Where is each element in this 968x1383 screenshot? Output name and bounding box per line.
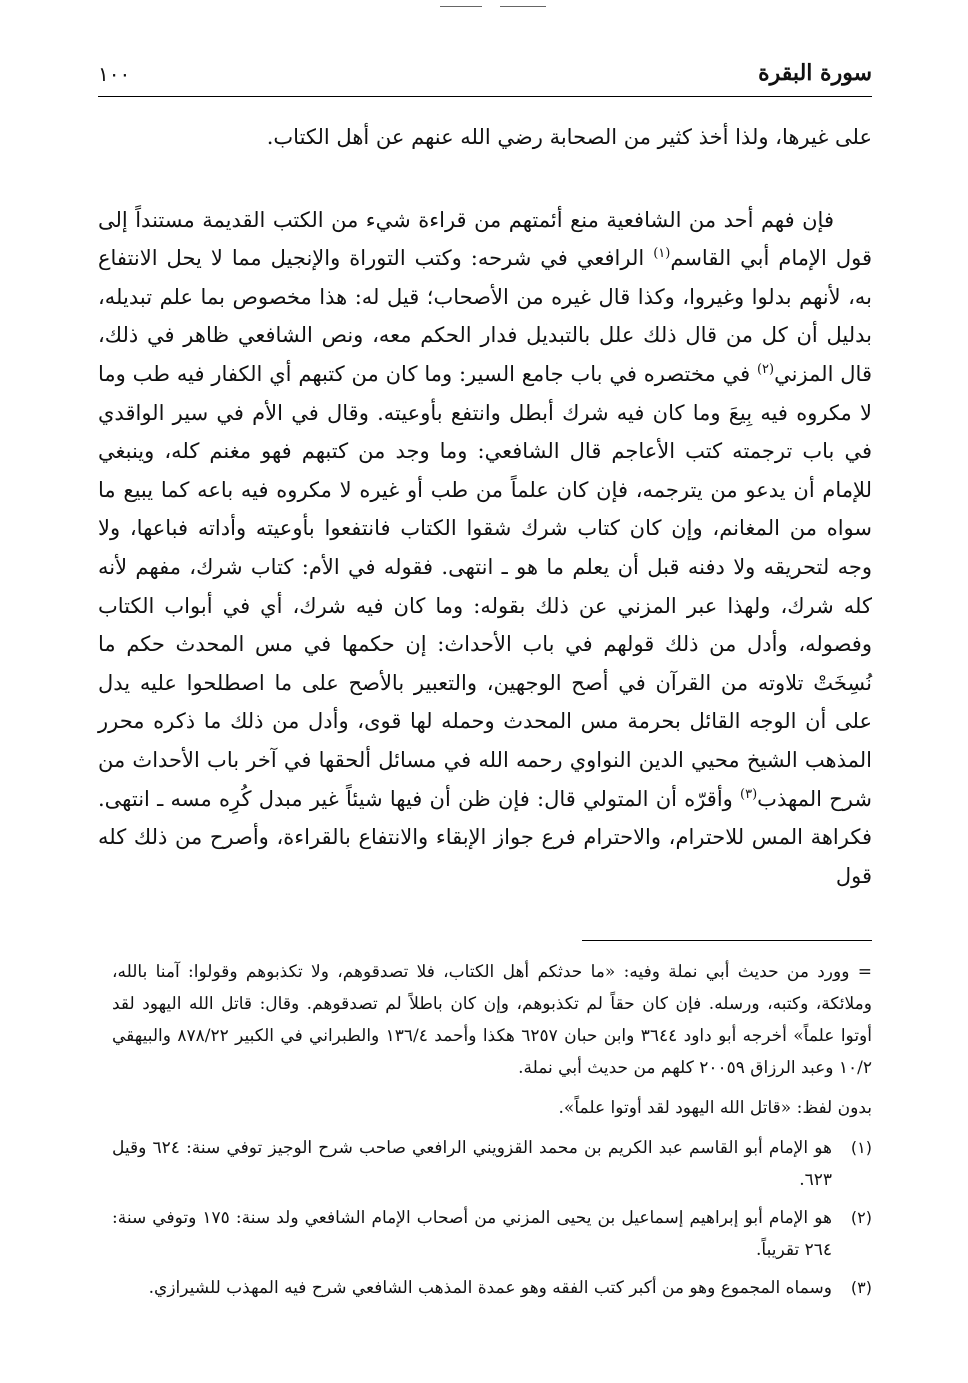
footnote-ref-3: (٣) bbox=[740, 786, 758, 802]
running-title: سورة البقرة bbox=[758, 60, 872, 86]
footnote-separator bbox=[582, 940, 872, 941]
footnote-ref-2: (٢) bbox=[756, 361, 775, 377]
footnote-ref-1: (١) bbox=[653, 246, 671, 262]
text-segment: وأقرّه أن المتولي قال: فإن ظن أن فيها شيئاً غير مبدل كُرِه مسه ـ انتهى. فكراهة المس للاحترام، والاحترام فرع جواز الإبقاء والانتفاع بالقراءة، وأصرح من ذلك كله قول bbox=[98, 786, 872, 888]
footnotes bbox=[112, 956, 872, 1310]
footnote-number: (٢) bbox=[850, 1208, 872, 1227]
footnote-text: هو الإمام أبو إبراهيم إسماعيل بن يحيى المزني من أصحاب الإمام الشافعي ولد سنة: ١٧٥ وتوفي سنة: ٢٦٤ تقريباً. bbox=[112, 1208, 832, 1260]
text-segment: فإن فهم أحد من الشافعية منع أئمتهم من قراءة شيء من الكتب القديمة مستنداً إلى قول الإمام أبي القاسم bbox=[98, 207, 872, 271]
text-segment: الرافعي في شرحه: وكتب التوراة والإنجيل مما لا يحل الانتفاع به، لأنهم بدلوا وغيروا، وكذا قال غيره من الأصحاب؛ قيل له: هذا مخصوص بما علم تبديله، بدليل أن كل من قال ذلك علل بالتبديل فدار الحكم معه، ونص الشافعي ظاهر في ذلك، قال المزني bbox=[98, 246, 872, 386]
footnote-continuation-end: بدون لفظ: «قاتل الله اليهود لقد أوتوا علماً». bbox=[558, 1098, 872, 1118]
main-paragraph bbox=[98, 201, 872, 896]
page-header bbox=[98, 56, 872, 97]
page-number: ١٠٠ bbox=[98, 62, 131, 86]
footnote-number: (٣) bbox=[850, 1278, 872, 1297]
top-edge-marks bbox=[440, 6, 560, 10]
footnote-text: هو الإمام أبو القاسم عبد الكريم بن محمد القزويني الرافعي صاحب شرح الوجيز توفي سنة: ٦٢٤ وقيل ٦٢٣. bbox=[112, 1138, 832, 1190]
text-segment: في مختصره في باب جامع السير: وما كان من كتبهم أي الكفار فيه طب وما لا مكروه فيه بِيعَ وما كان فيه شرك أبطل وانتفع بأوعيته. وقال في الأم في سير الواقدي في باب ترجمته كتب الأعاجم قال الشافعي: وما وجد من كتبهم فهو مغنم كله، وينبغي للإمام أن يدعو من يترجمه، فإن كان علماً من طب أو غيره لا مكروه فيه باعه كما يبيع ما سواه من المغانم، وإن كان كتاب شرك شقوا الكتاب فانتفعوا بأوعيته وأداته فباعها، ولا وجه لتحريقه ولا دفنه قبل أن يعلم ما هو ـ انتهى. فقوله في الأم: كتاب شرك، مفهم لأنه كله شرك، ولهذا عبر المزني عن ذلك بقوله: وما كان فيه شرك، أي في أبواب الكتاب وفصوله، وأدل من ذلك قولهم في باب الأحداث: إن حكمها في مس المحدث حكم ما نُسِخَتْ تلاوته من القرآن في أصح الوجهين، والتعبير بالأصح على ما اصطلحوا عليه يدل على أن الوجه القائل بحرمة مس المحدث وحمله لها قوى، وأدل من ذلك ما ذكره محرر المذهب الشيخ محيي الدين النواوي رحمه الله في مسائل ألحقها في آخر باب الأحداث من شرح المهذب bbox=[98, 361, 872, 811]
footnote-2 bbox=[112, 1202, 872, 1266]
footnote-continuation: = وورد من حديث أبي نملة وفيه: «ما حدثكم أهل الكتاب، فلا تصدقوهم، ولا تكذبوهم وقولوا: آمنا بالله، وملائكة، وكتبه، ورسله. فإن كان حقاً لم تكذبوهم، وإن كان باطلاً لم تصدقوهم. وقال: قاتل الله اليهود لقد أوتوا علماً» أخرجه أبو داود ٣٦٤٤ وابن حبان ٦٢٥٧ هكذا وأحمد ١٣٦/٤ والطبراني في الكبير ٨٧٨/٢٢ والبيهقي ١٠/٢ وعبد الرزاق ٢٠٠٥٩ كلهم من حديث أبي نملة. bbox=[112, 962, 872, 1078]
footnote-text: وسماه المجموع وهو من أكبر كتب الفقه وهو عمدة المذهب الشافعي شرح فيه المهذب للشيرازي. bbox=[148, 1278, 832, 1298]
footnote-number: (١) bbox=[850, 1138, 872, 1157]
main-text bbox=[98, 118, 872, 895]
opening-line: على غيرها، ولذا أخذ كثير من الصحابة رضي الله عنهم عن أهل الكتاب. bbox=[266, 125, 872, 149]
footnote-1 bbox=[112, 1132, 872, 1196]
footnote-3 bbox=[112, 1272, 872, 1304]
